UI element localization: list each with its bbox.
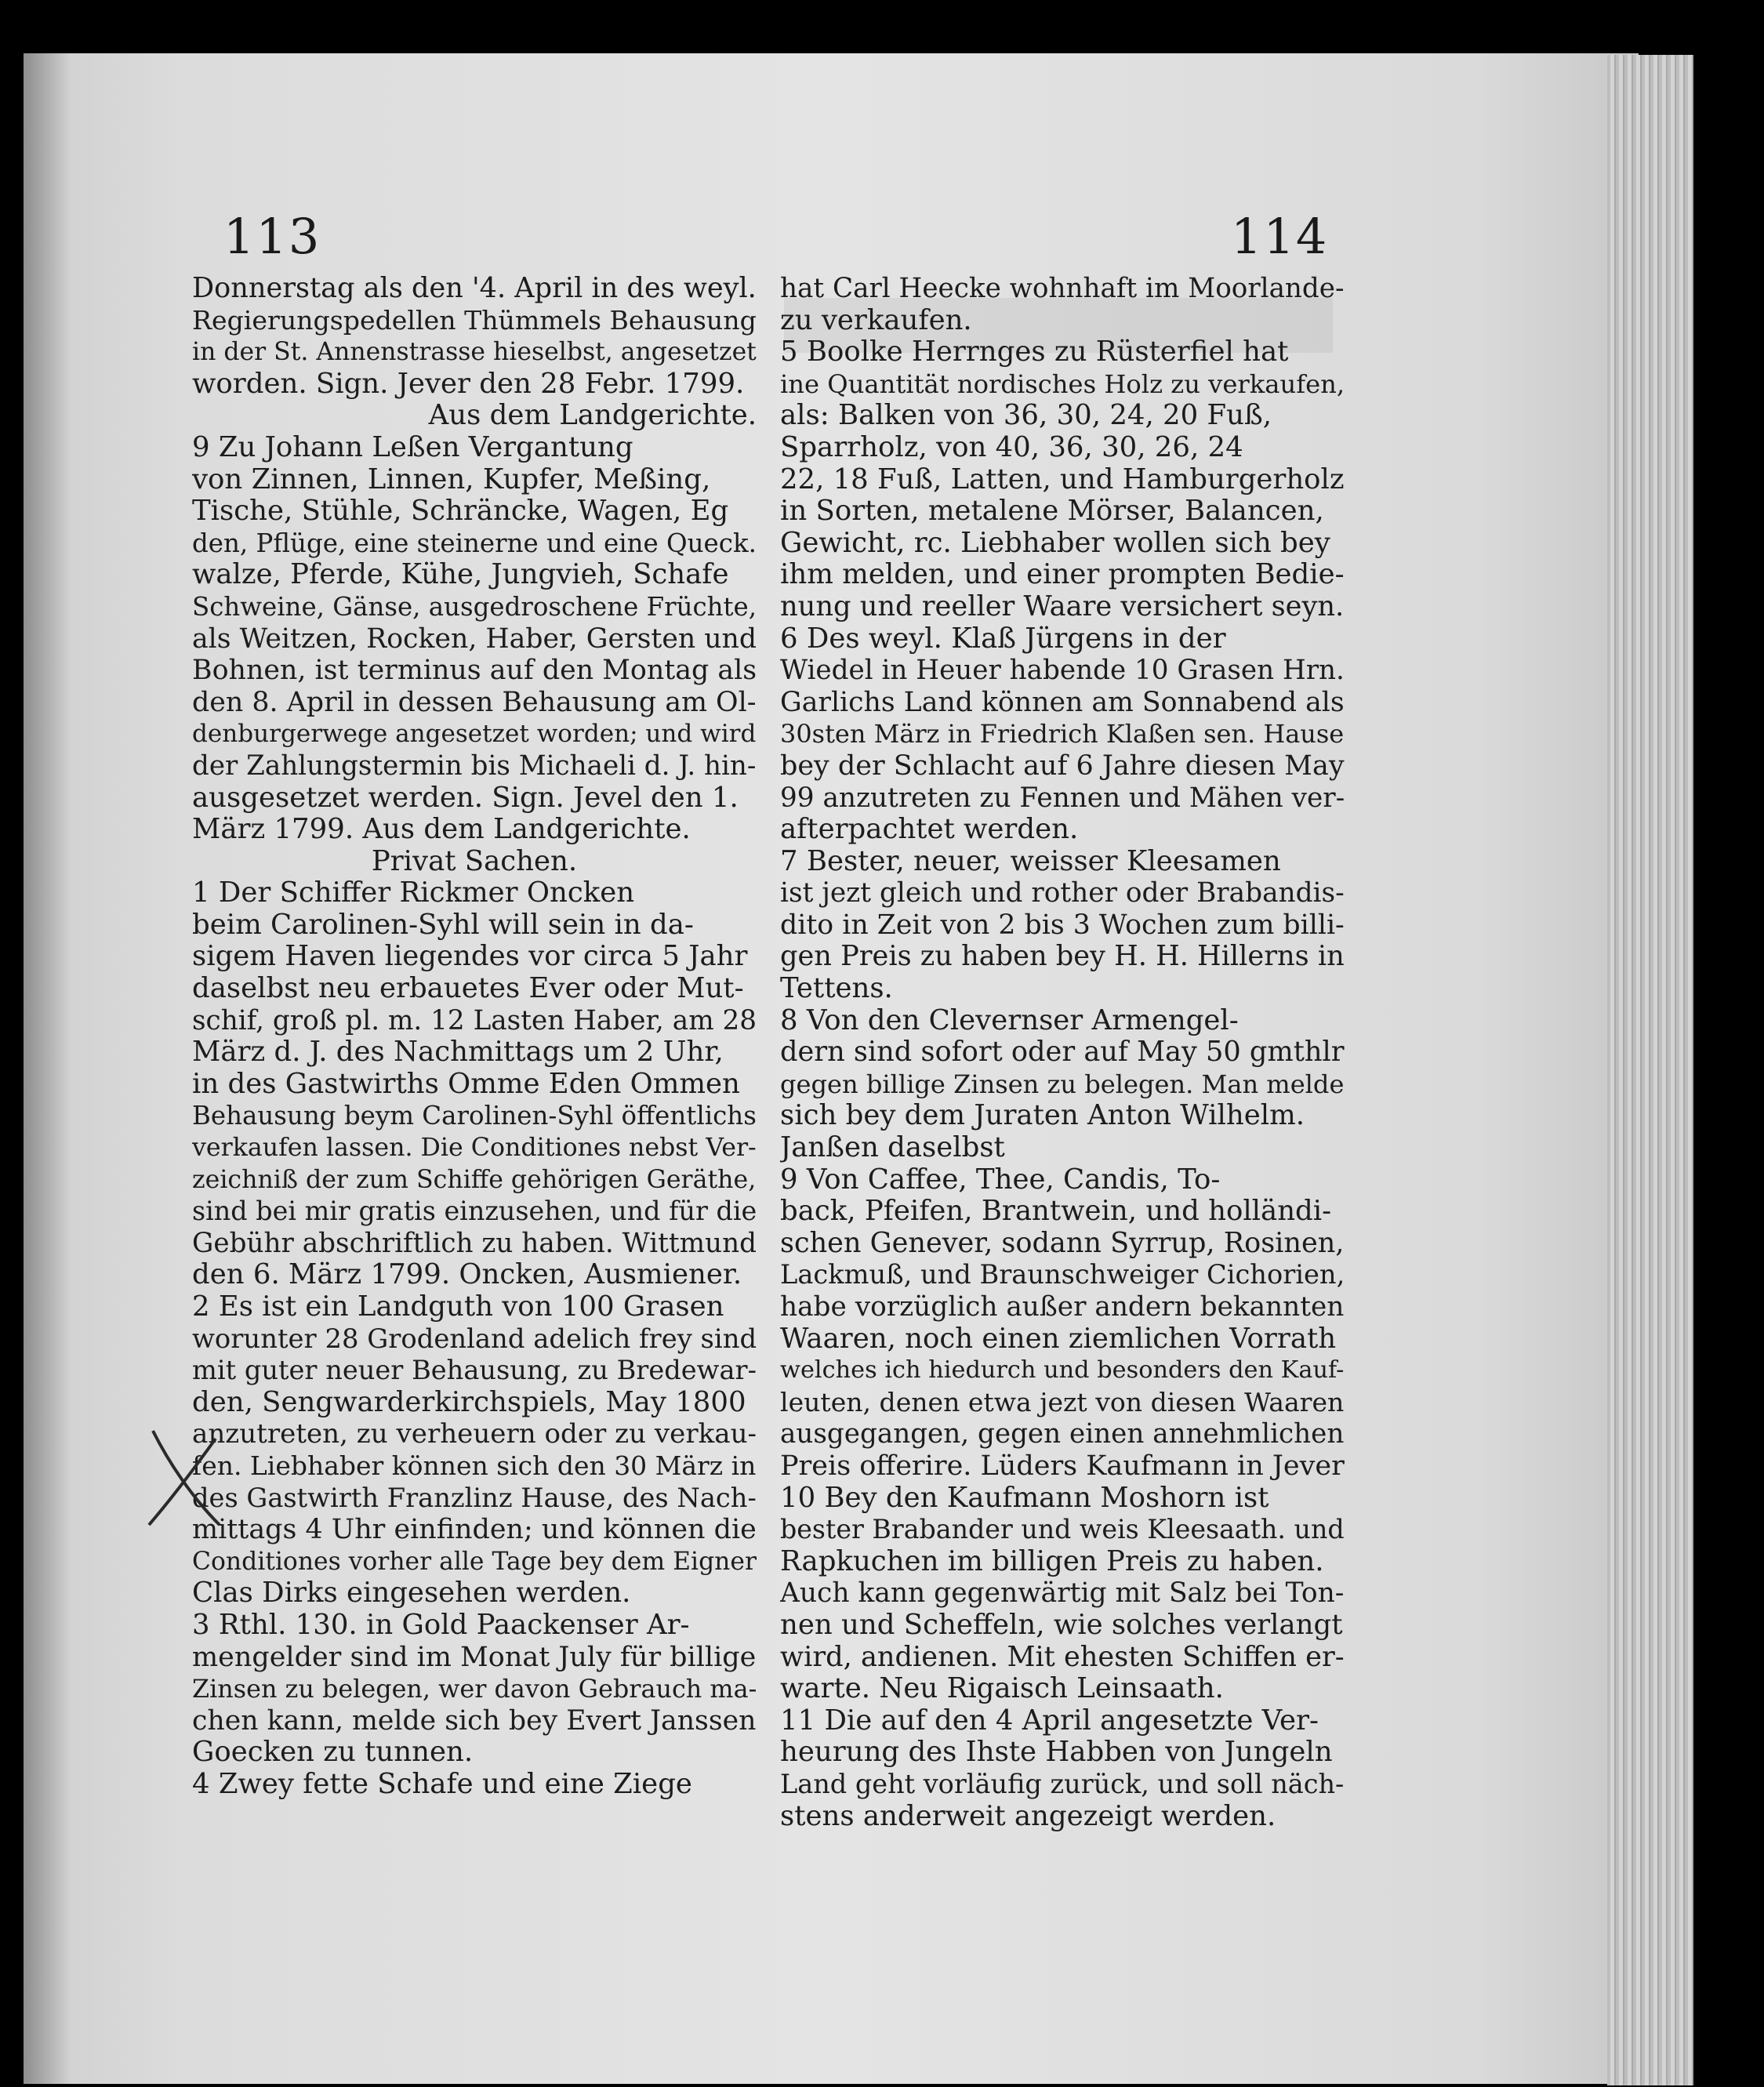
text-line: Janßen daselbst [780,1132,1005,1164]
text-line: dern sind sofort oder auf May 50 gmthlr [780,1036,1345,1069]
text-line: den 8. April in dessen Behausung am Ol- [192,686,757,718]
text-line: denburgerwege angesetzet worden; und wird [192,720,757,749]
text-line: welches ich hiedurch und besonders den Kauf- [780,1356,1345,1385]
text-line: Sparrholz, von 40, 36, 30, 26, 24 [780,431,1243,463]
text-line: Goecken zu tunnen. [192,1737,474,1769]
text-line: Land geht vorläufig zurück, und soll näch- [780,1768,1345,1799]
page-number-right: 114 [1231,208,1329,265]
text-line: 9 Von Caffee, Thee, Candis, To- [780,1163,1221,1196]
text-line: 2 Es ist ein Landguth von 100 Grasen [192,1291,724,1323]
text-line: Tische, Stühle, Schräncke, Wagen, Eg [192,495,729,528]
text-line: Waaren, noch einen ziemlichen Vorrath [780,1323,1337,1355]
text-line: 22, 18 Fuß, Latten, und Hamburgerholz [780,463,1345,495]
right-column [780,273,1345,1832]
text-line: bey der Schlacht auf 6 Jahre diesen May [780,750,1345,782]
text-line: beim Carolinen-Syhl will sein in da- [192,909,694,941]
text-line: bester Brabander und weis Kleesaath. und [780,1514,1345,1545]
text-line: der Zahlungstermin bis Michaeli d. J. hin- [192,750,757,782]
text-line: Preis offerire. Lüders Kaufmann in Jever [780,1450,1345,1482]
text-line: daselbst neu erbauetes Ever oder Mut- [192,973,744,1005]
text-line: afterpachtet werden. [780,814,1079,846]
text-line: walze, Pferde, Kühe, Jungvieh, Schafe [192,559,729,591]
text-line: Garlichs Land können am Sonnabend als [780,686,1345,718]
text-line: März 1799. Aus dem Landgerichte. [192,814,691,846]
text-line: stens anderweit angezeigt werden. [780,1800,1276,1832]
text-line: hat Carl Heecke wohnhaft im Moorlande- [780,273,1345,304]
text-line: sind bei mir gratis einzusehen, und für die [192,1196,757,1227]
text-line: Schweine, Gänse, ausgedroschene Früchte, [192,591,757,622]
text-line: habe vorzüglich außer andern bekannten [780,1291,1345,1323]
spine-shadow [24,53,71,2084]
text-line: Clas Dirks eingesehen werden. [192,1577,631,1610]
text-line: Bohnen, ist terminus auf den Montag als [192,655,757,687]
text-line: Regierungspedellen Thümmels Behausung [192,304,757,336]
text-line: März d. J. des Nachmittags um 2 Uhr, [192,1036,724,1069]
text-line: Gewicht, rc. Liebhaber wollen sich bey [780,527,1330,559]
text-line: warte. Neu Rigaisch Leinsaath. [780,1673,1224,1705]
text-line: nen und Scheffeln, wie solches verlangt [780,1609,1343,1641]
text-line: sigem Haven liegendes vor circa 5 Jahr [192,941,748,973]
text-line: Wiedel in Heuer habende 10 Grasen Hrn. [780,655,1345,687]
text-line: Zinsen zu belegen, wer davon Gebrauch ma- [192,1674,757,1704]
text-line: Donnerstag als den '4. April in des weyl. [192,273,757,304]
text-line: worden. Sign. Jever den 28 Febr. 1799. [192,368,745,400]
text-line: in der St. Annenstrasse hieselbst, angesetzet [192,338,757,367]
text-line: mit guter neuer Behausung, zu Bredewar- [192,1355,757,1386]
text-line: 7 Bester, neuer, weisser Kleesamen [780,845,1281,877]
page-number-left: 113 [223,208,321,265]
text-line: Behausung beym Carolinen-Syhl öffentlichs [192,1101,757,1131]
text-line: schif, groß pl. m. 12 Lasten Haber, am 28 [192,1004,757,1036]
text-line: 6 Des weyl. Klaß Jürgens in der [780,622,1226,655]
text-line: in Sorten, metalene Mörser, Balancen, [780,495,1324,528]
text-line: anzutreten, zu verheuern oder zu verkau- [192,1418,757,1450]
text-line: als Weitzen, Rocken, Haber, Gersten und [192,622,757,655]
section-heading: Privat Sachen. [371,844,578,877]
text-line: 4 Zwey fette Schafe und eine Ziege [192,1768,692,1800]
pencil-cross-mark [137,1423,231,1533]
text-line: dito in Zeit von 2 bis 3 Wochen zum billi- [780,909,1345,941]
text-line: worunter 28 Grodenland adelich frey sind [192,1323,757,1354]
text-line: den 6. März 1799. Oncken, Ausmiener. [192,1259,742,1291]
text-line: von Zinnen, Linnen, Kupfer, Meßing, [192,463,711,495]
left-column [192,273,757,1801]
text-line: chen kann, melde sich bey Evert Janssen [192,1704,757,1737]
text-line: ine Quantität nordisches Holz zu verkaufen, [780,368,1345,399]
text-line: gegen billige Zinsen zu belegen. Man melde [780,1069,1345,1099]
text-line: heurung des Ihste Habben von Jungeln [780,1737,1333,1769]
text-line: gen Preis zu haben bey H. H. Hillerns in [780,941,1345,973]
text-line: mengelder sind im Monat July für billige [192,1641,757,1673]
page-edges [1607,55,1693,2085]
text-line: verkaufen lassen. Die Conditiones nebst Ver- [192,1134,757,1163]
text-line: Conditiones vorher alle Tage bey dem Eigner [192,1547,757,1576]
text-line: in des Gastwirths Omme Eden Ommen [192,1068,740,1100]
text-line: wird, andienen. Mit ehesten Schiffen er- [780,1641,1345,1673]
text-line: 8 Von den Clevernser Armengel- [780,1004,1239,1036]
text-line: 1 Der Schiffer Rickmer Oncken [192,877,635,909]
text-line: ausgegangen, gegen einen annehmlichen [780,1418,1345,1450]
text-line: Rapkuchen im billigen Preis zu haben. [780,1545,1324,1577]
text-line: den, Pflüge, eine steinerne und eine Queck. [192,528,757,558]
text-line: leuten, denen etwa jezt von diesen Waaren [780,1386,1345,1417]
text-line: sich bey dem Juraten Anton Wilhelm. [780,1100,1305,1132]
text-line: 5 Boolke Herrnges zu Rüsterfiel hat [780,336,1289,368]
text-line: ist jezt gleich und rother oder Brabandis- [780,877,1345,909]
text-line: fen. Liebhaber können sich den 30 März in [192,1450,757,1481]
text-line: 10 Bey den Kaufmann Moshorn ist [780,1482,1269,1514]
text-line: 9 Zu Johann Leßen Vergantung [192,431,633,463]
text-line: zu verkaufen. [780,304,972,336]
text-line: zeichniß der zum Schiffe gehörigen Geräthe, [192,1165,757,1194]
text-line: Lackmuß, und Braunschweiger Cichorien, [780,1259,1345,1290]
text-line: als: Balken von 36, 30, 24, 20 Fuß, [780,400,1272,432]
text-line: 3 Rthl. 130. in Gold Paackenser Ar- [192,1609,690,1641]
text-line: ausgesetzet werden. Sign. Jevel den 1. [192,782,739,814]
text-line: des Gastwirth Franzlinz Hause, des Nach- [192,1482,757,1513]
text-line: 11 Die auf den 4 April angesetzte Ver- [780,1704,1319,1737]
text-line: nung und reeller Waare versichert seyn. [780,590,1345,622]
text-line: Gebühr abschriftlich zu haben. Wittmund [192,1227,757,1259]
text-line: 99 anzutreten zu Fennen und Mähen ver- [780,782,1345,814]
text-line: 30sten März in Friedrich Klaßen sen. Hause [780,719,1345,750]
text-line: schen Genever, sodann Syrrup, Rosinen, [780,1227,1345,1259]
text-line: mittags 4 Uhr einfinden; und können die [192,1514,757,1546]
text-line: Tettens. [780,973,893,1005]
text-line: Auch kann gegenwärtig mit Salz bei Ton- [780,1577,1345,1610]
text-line: den, Sengwarderkirchspiels, May 1800 [192,1386,746,1418]
text-line: Aus dem Landgerichte. [428,399,757,432]
text-line: back, Pfeifen, Brantwein, und holländi- [780,1196,1332,1228]
text-line: ihm melden, und einer prompten Bedie- [780,559,1345,591]
